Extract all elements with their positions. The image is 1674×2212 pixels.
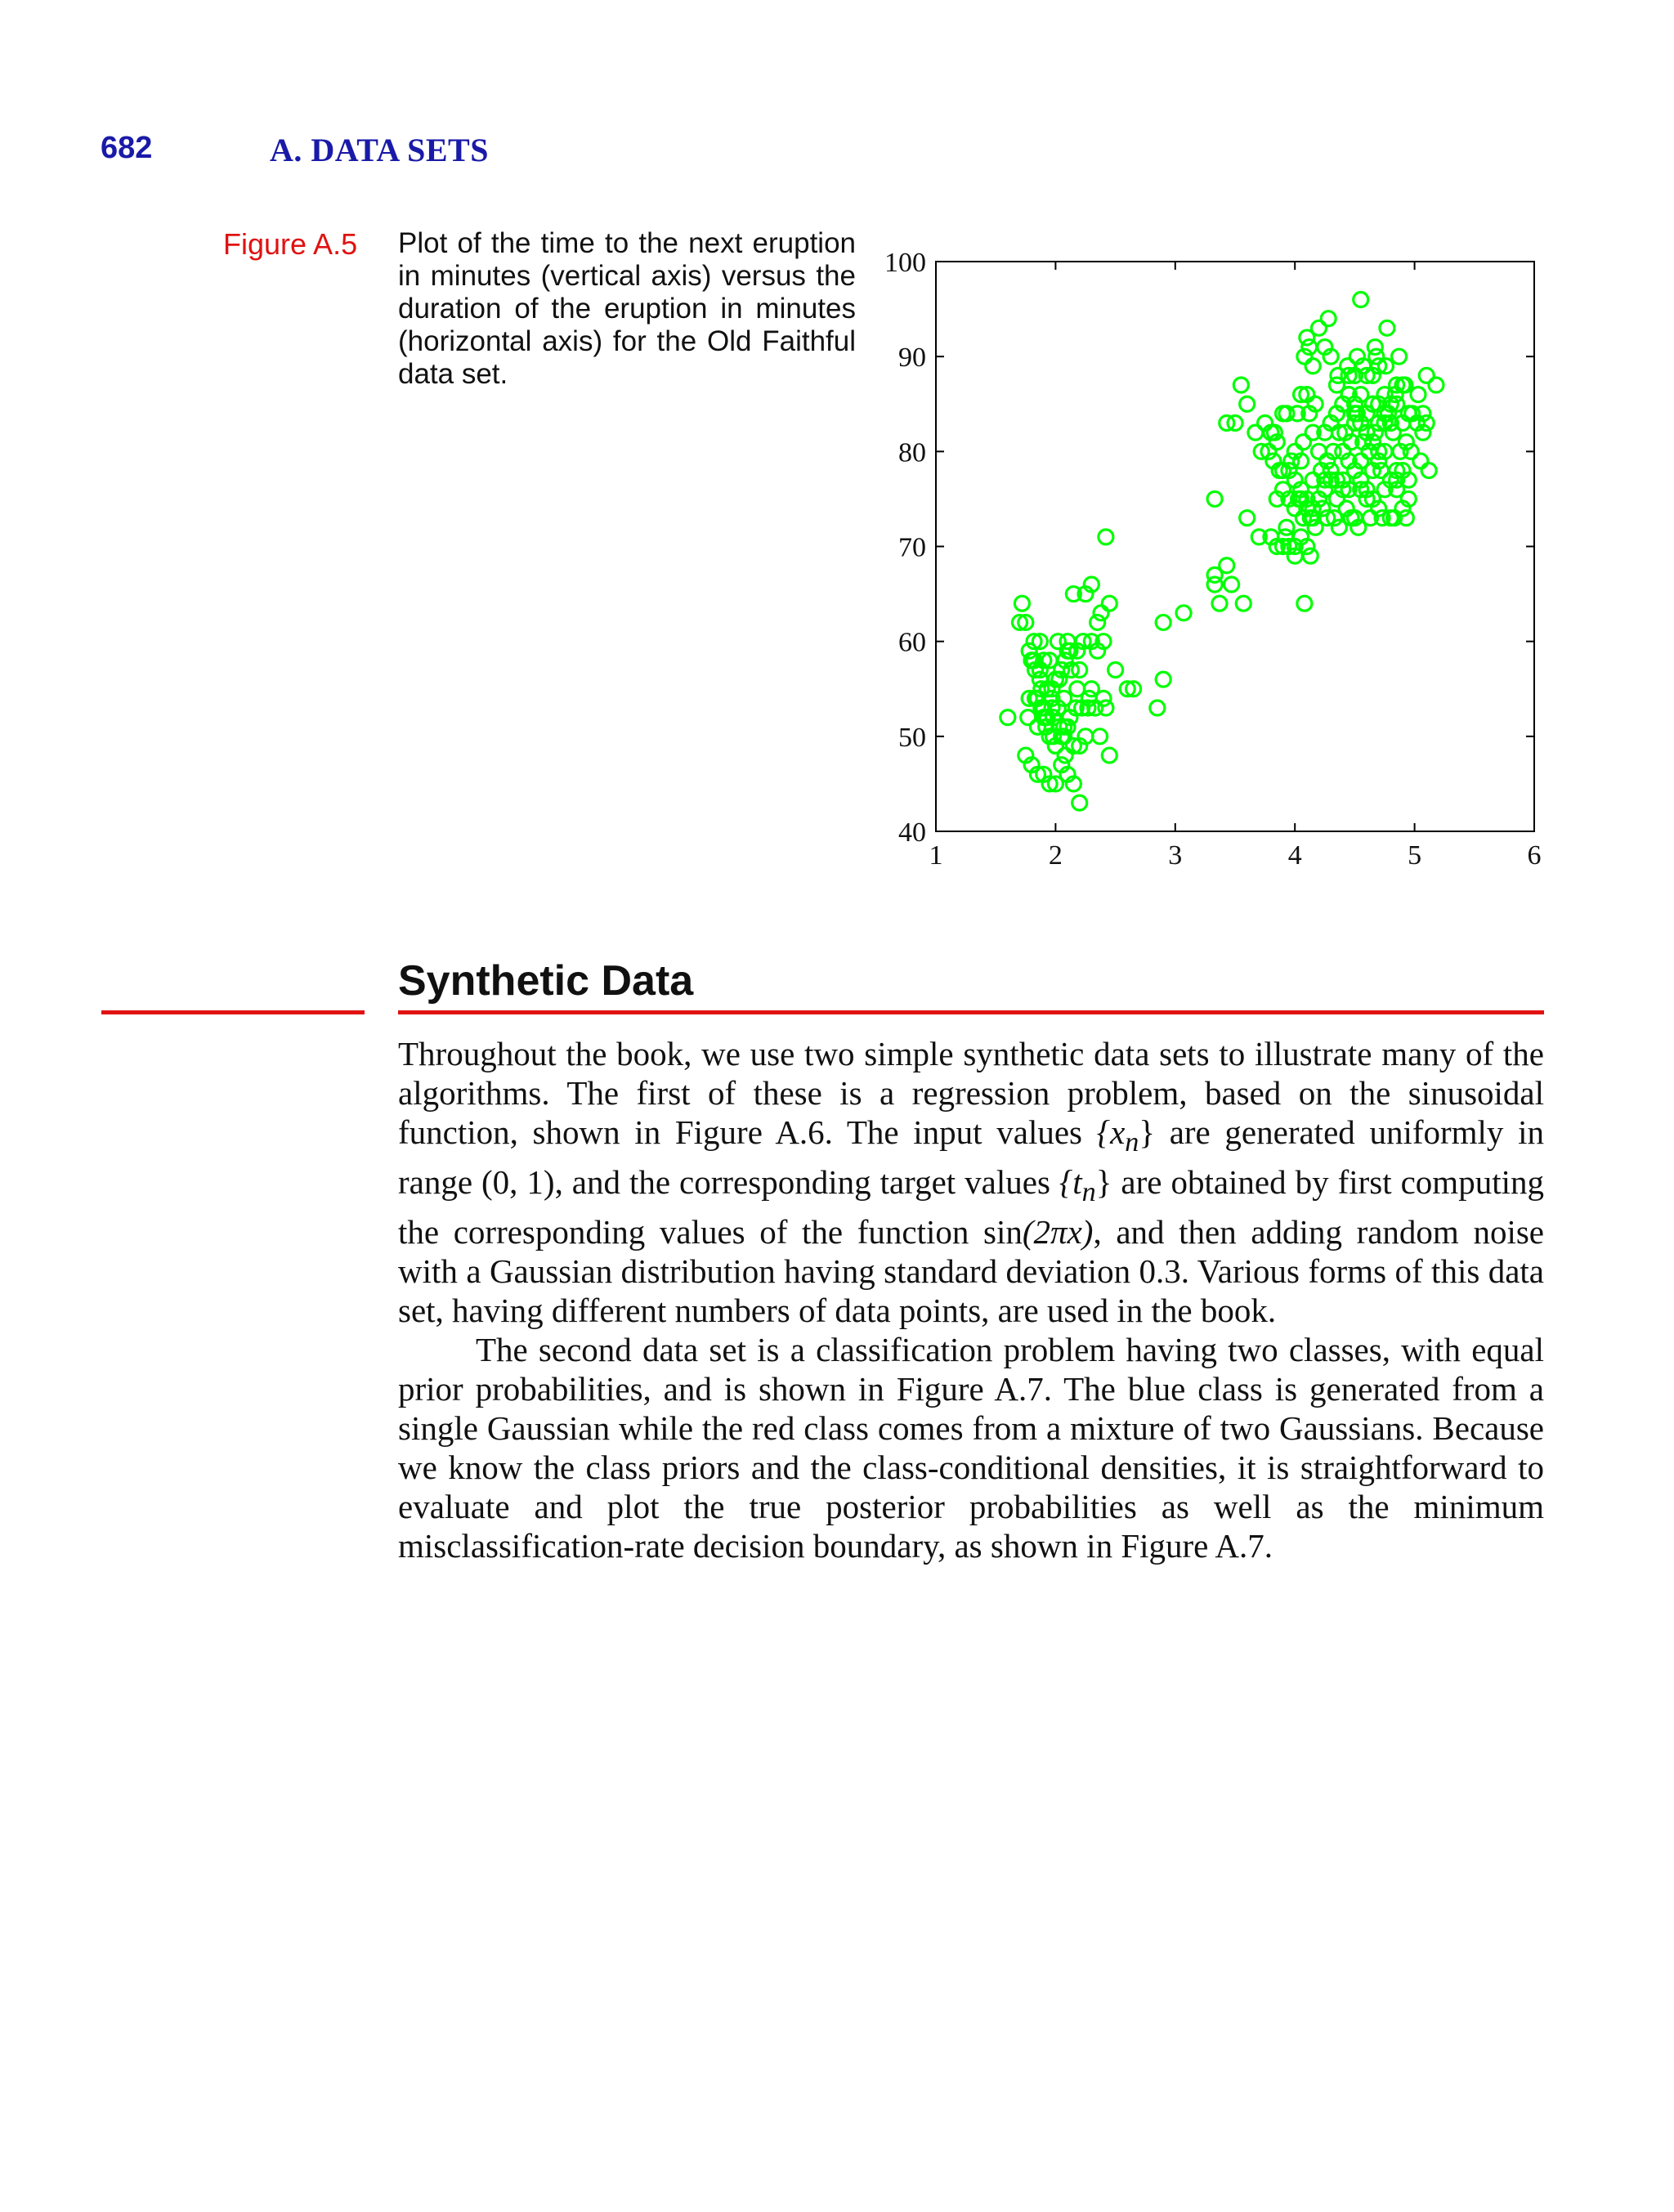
math-sin: sin(2πx)	[983, 1213, 1094, 1252]
para1-text-1: Throughout the book, we use two simple synthetic data sets to illustrate many of the algorithms. The first of these is a regression problem, based on the sinusoidal function, shown in Figure A.6. The input values	[398, 1035, 1544, 1151]
data-point	[1392, 349, 1407, 364]
data-point	[1354, 292, 1368, 307]
section-title: Synthetic Data	[398, 957, 694, 1005]
data-point	[1380, 320, 1394, 335]
data-point	[1321, 311, 1336, 326]
math-tn: $\{t_n\}$	[1059, 1163, 1112, 1208]
y-tick-label: 80	[898, 437, 926, 468]
x-tick-label: 1	[929, 840, 943, 871]
plot-frame	[936, 262, 1534, 831]
data-point	[1240, 511, 1255, 526]
data-point	[1090, 615, 1105, 629]
x-tick-label: 2	[1048, 840, 1063, 871]
data-point	[1240, 396, 1255, 411]
data-point	[1156, 672, 1170, 687]
paragraph-2: The second data set is a classification problem having two classes, with equal prior probabilities, and is shown in Figure A.7. The blue class is generated from a single Gaussian while the red class comes from a mixture of two Gaussians. Because we know the class priors and the class-conditional densities, it is straightforward to evaluate and plot the true posterior probabilities as well as the minimum misclassification-rate decision boundary, as shown in Figure A.7.	[398, 1331, 1544, 1565]
data-point	[1411, 387, 1426, 402]
data-point	[1072, 795, 1087, 810]
data-point	[1108, 663, 1123, 678]
data-point	[1419, 415, 1434, 430]
data-point	[1014, 596, 1029, 611]
x-tick-label: 5	[1408, 840, 1422, 871]
x-tick-label: 6	[1527, 840, 1542, 871]
data-point	[1303, 549, 1318, 563]
data-point	[1413, 454, 1428, 468]
data-points	[1000, 292, 1443, 810]
para1-text-5: , and then adding random noise with a Gaussian distribution having standard deviation	[398, 1213, 1544, 1291]
y-tick-label: 70	[898, 532, 926, 563]
data-point	[1233, 378, 1248, 392]
data-point	[1156, 615, 1170, 629]
data-point	[1421, 463, 1436, 478]
data-point	[1297, 596, 1312, 611]
old-faithful-scatter-plot	[883, 245, 1553, 883]
x-tick-label: 4	[1287, 840, 1302, 871]
data-point	[1096, 691, 1111, 705]
y-tick-label: 40	[898, 817, 926, 848]
y-tick-label: 50	[898, 722, 926, 753]
running-head: A. DATA SETS	[270, 132, 489, 168]
math-stddev: 0.3	[1139, 1252, 1181, 1291]
math-interval: (0, 1)	[481, 1163, 555, 1202]
para1-text-6: . Various forms of this data set, having different numbers of data points, are used in the book.	[398, 1252, 1545, 1330]
data-point	[1021, 710, 1036, 725]
section-rule-left	[101, 1010, 365, 1014]
x-tick-label: 3	[1168, 840, 1183, 871]
data-point	[1099, 701, 1113, 715]
data-point	[1099, 530, 1113, 544]
data-point	[1220, 558, 1234, 573]
para1-text-2: are generated uniformly in range	[398, 1113, 1544, 1202]
para1-text-3: , and the corresponding target values	[554, 1163, 1059, 1202]
figure-label: Figure A.5	[223, 227, 358, 261]
data-point	[1102, 596, 1117, 611]
figure-caption: Plot of the time to the next eruption in minutes (vertical axis) versus the duration of the eruption in minutes (horizontal axis) for the Old Faithful data set.	[398, 227, 856, 390]
data-point	[1212, 596, 1227, 611]
data-point	[1207, 577, 1222, 592]
data-point	[1305, 359, 1320, 374]
paragraph-1	[398, 1034, 1544, 1330]
data-point	[1279, 520, 1294, 535]
data-point	[1000, 710, 1015, 725]
y-tick-label: 60	[898, 627, 926, 658]
section-body	[398, 1034, 1544, 1565]
data-point	[1060, 634, 1075, 649]
data-point	[1102, 748, 1117, 763]
data-point	[1176, 606, 1191, 620]
math-xn: $\{x_n\}$	[1096, 1113, 1156, 1158]
y-tick-label: 90	[898, 343, 926, 374]
page-number: 682	[101, 131, 153, 165]
data-point	[1224, 577, 1239, 592]
data-point	[1311, 444, 1326, 459]
data-point	[1207, 491, 1222, 506]
section-rule-right	[398, 1010, 1544, 1014]
axis-ticks	[936, 262, 1534, 831]
data-point	[1236, 596, 1251, 611]
data-point	[1093, 729, 1108, 744]
data-point	[1150, 701, 1165, 715]
data-point	[1419, 368, 1434, 383]
tick-labels	[884, 248, 1542, 871]
data-point	[1094, 606, 1108, 620]
para1-text-4: are obtained by first computing the corresponding values of the function	[398, 1163, 1544, 1252]
y-tick-label: 100	[884, 248, 926, 278]
